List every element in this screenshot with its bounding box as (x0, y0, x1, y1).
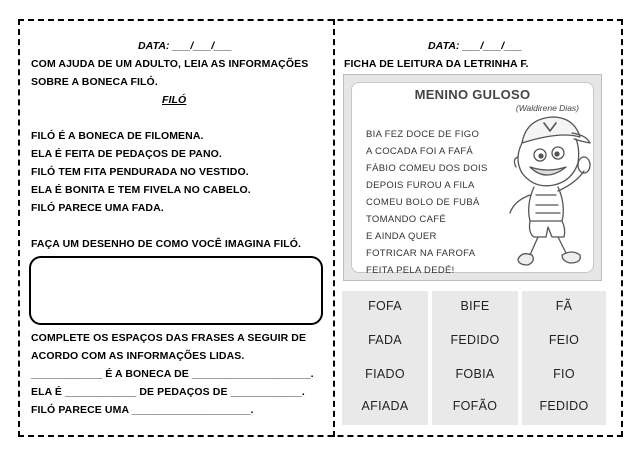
word-column-3 (522, 291, 606, 425)
draw-instruction: FAÇA UM DESENHO DE COMO VOCÊ IMAGINA FILÓ. (31, 238, 302, 250)
text-line: FILÓ É A BONECA DE FILOMENA. (31, 130, 204, 142)
poem-panel (343, 74, 602, 281)
left-date: DATA: ___/___/___ (138, 40, 233, 52)
word-card: FÃ (555, 299, 573, 313)
instruction-line-2: SOBRE A BONECA FILÓ. (31, 76, 158, 88)
text-line: ELA É FEITA DE PEDAÇOS DE PANO. (31, 148, 222, 160)
text-line: FILÓ PARECE UMA FADA. (31, 202, 164, 214)
word-card: BIFE (460, 299, 490, 313)
complete-instruction-1: COMPLETE OS ESPAÇOS DAS FRASES A SEGUIR DE (31, 332, 307, 344)
poem-card (351, 82, 594, 276)
word-card: FEIO (548, 333, 580, 347)
word-card: FIO (553, 367, 575, 381)
instruction-line-1: COM AJUDA DE UM ADULTO, LEIA AS INFORMAÇÕES (31, 58, 309, 70)
poem-title: MENINO GULOSO (414, 87, 531, 102)
word-column-1 (342, 291, 428, 425)
poem-line: E AINDA QUER (366, 231, 437, 242)
fill-blank-sentence[interactable]: ELA É ____________ DE PEDAÇOS DE ____________. (31, 386, 305, 398)
poem-line: COMEU BOLO DE FUBÁ (366, 197, 480, 208)
poem-line: FEITA PELA DEDÉ! (366, 265, 455, 276)
text-line: ELA É BONITA E TEM FIVELA NO CABELO. (31, 184, 251, 196)
text-title: FILÓ (162, 94, 187, 106)
word-card: FIADO (365, 367, 405, 381)
reading-sheet-heading: FICHA DE LEITURA DA LETRINHA F. (344, 58, 529, 70)
poem-line: TOMANDO CAFÉ (366, 214, 446, 225)
word-card: FEDIDO (450, 333, 500, 347)
word-card: FADA (368, 333, 402, 347)
poem-line: BIA FEZ DOCE DE FIGO (366, 129, 480, 140)
fill-blank-sentence[interactable]: ____________ É A BONECA DE ____________________. (31, 368, 314, 380)
word-card: FEDIDO (539, 399, 589, 413)
complete-instruction-2: ACORDO COM AS INFORMAÇÕES LIDAS. (31, 350, 245, 362)
word-column-2 (432, 291, 518, 425)
page-divider (333, 19, 335, 437)
poem-line: FOTRICAR NA FAROFA (366, 248, 476, 259)
boy-eating-illustration (500, 109, 592, 269)
word-card: AFIADA (361, 399, 409, 413)
fill-blank-sentence[interactable]: FILÓ PARECE UMA ____________________. (31, 404, 254, 416)
word-card: FOBIA (455, 367, 495, 381)
word-card: FOFÃO (452, 399, 498, 413)
poem-line: FÁBIO COMEU DOS DOIS (366, 163, 488, 174)
poem-line: DEPOIS FUROU A FILA (366, 180, 475, 191)
right-date: DATA: ___/___/___ (428, 40, 523, 52)
word-card: FOFA (368, 299, 402, 313)
text-line: FILÓ TEM FITA PENDURADA NO VESTIDO. (31, 166, 249, 178)
poem-line: A COCADA FOI A FAFÁ (366, 146, 474, 157)
poem-author: (Waldirene Dias) (515, 103, 579, 113)
drawing-area[interactable] (29, 256, 323, 325)
